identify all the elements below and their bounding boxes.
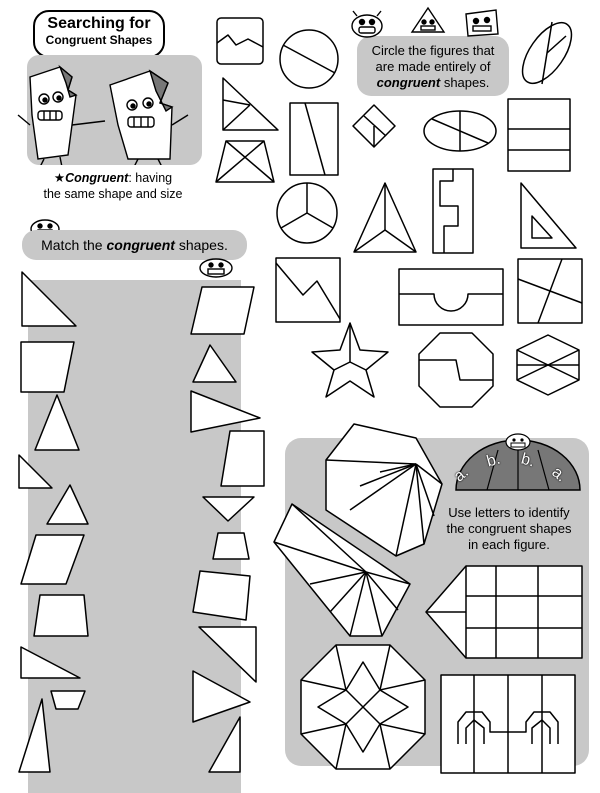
match-right-4	[218, 428, 268, 490]
figure-right-triangle	[220, 75, 280, 135]
match-left-5	[44, 482, 90, 528]
match-right-7	[190, 568, 256, 624]
match-left-7	[30, 592, 92, 640]
letters-line-2: the congruent shapes	[446, 521, 572, 536]
figure-square-zigzag	[214, 15, 266, 67]
definition-text-1: : having	[128, 171, 173, 185]
monster-mascot-peek	[196, 256, 236, 280]
match-left-9	[48, 688, 88, 712]
match-right-1	[188, 284, 258, 338]
match-right-10	[206, 714, 244, 776]
congruent-mascots-illustration	[10, 55, 200, 165]
arc-letter-4: a.	[548, 463, 570, 486]
big-figure-hexagon-grid	[422, 562, 586, 662]
figure-ellipse-quarters	[420, 107, 500, 155]
figure-square-notch	[273, 255, 343, 325]
figure-circle-halves	[277, 27, 341, 91]
figure-hexagon-x	[513, 332, 583, 398]
match-right-6	[210, 530, 252, 562]
match-instruction	[22, 237, 247, 253]
letters-line-3: in each figure.	[468, 537, 550, 552]
monster-mascot	[349, 10, 385, 38]
circle-line-2: are made entirely of	[375, 59, 491, 74]
figure-triangle-nested	[518, 180, 580, 252]
figure-square-pinwheel	[514, 255, 586, 327]
arc-letter-1: a.	[450, 463, 472, 486]
figure-rectangle-diagonal	[287, 100, 343, 180]
figure-rect-arc	[396, 266, 506, 328]
figure-trapezoid-x	[212, 138, 278, 186]
circle-line-3: shapes.	[440, 75, 490, 90]
circle-instruction	[357, 43, 509, 91]
match-left-2	[18, 338, 78, 396]
match-left-10	[16, 696, 54, 776]
figure-octagon-s	[416, 330, 496, 410]
title-line-2: Congruent Shapes	[45, 33, 153, 47]
figure-triangle-split	[350, 180, 420, 256]
title-bubble	[33, 10, 165, 58]
figure-rectangle-bands	[505, 96, 573, 174]
match-prefix: Match the	[41, 237, 107, 253]
figure-oval-slanted	[522, 14, 572, 92]
arc-letter-2: b.	[484, 450, 503, 471]
match-suffix: shapes.	[174, 237, 228, 253]
definition-text-2: the same shape and size	[43, 187, 183, 201]
match-right-2	[190, 342, 240, 386]
letters-arc	[448, 430, 588, 494]
letters-instruction	[434, 505, 584, 553]
big-figure-pentagon-fan	[270, 500, 414, 640]
match-left-1	[18, 268, 80, 330]
big-figure-octagon-star	[298, 642, 428, 772]
star-icon: ★	[53, 171, 66, 185]
figure-circle-thirds	[274, 180, 340, 246]
figure-tall-rect-puzzle	[430, 166, 476, 256]
figure-diamond-split	[350, 102, 398, 150]
figure-star	[308, 320, 392, 400]
match-right-5	[200, 494, 258, 524]
match-left-3	[33, 392, 81, 454]
big-figure-rect-pattern	[438, 672, 578, 776]
circle-line-1: Circle the figures that	[371, 43, 495, 58]
match-left-8	[18, 644, 84, 682]
arc-letter-3: b.	[519, 450, 537, 471]
circle-emph: congruent	[376, 75, 441, 90]
letters-line-1: Use letters to identify	[448, 505, 570, 520]
definition-text	[18, 170, 208, 202]
match-left-6	[18, 532, 88, 588]
title-line-1: Searching for	[47, 15, 151, 32]
definition-term: Congruent	[65, 171, 129, 185]
triangle-mascot	[408, 6, 448, 34]
square-mascot	[460, 8, 502, 38]
match-emph: congruent	[106, 237, 175, 253]
